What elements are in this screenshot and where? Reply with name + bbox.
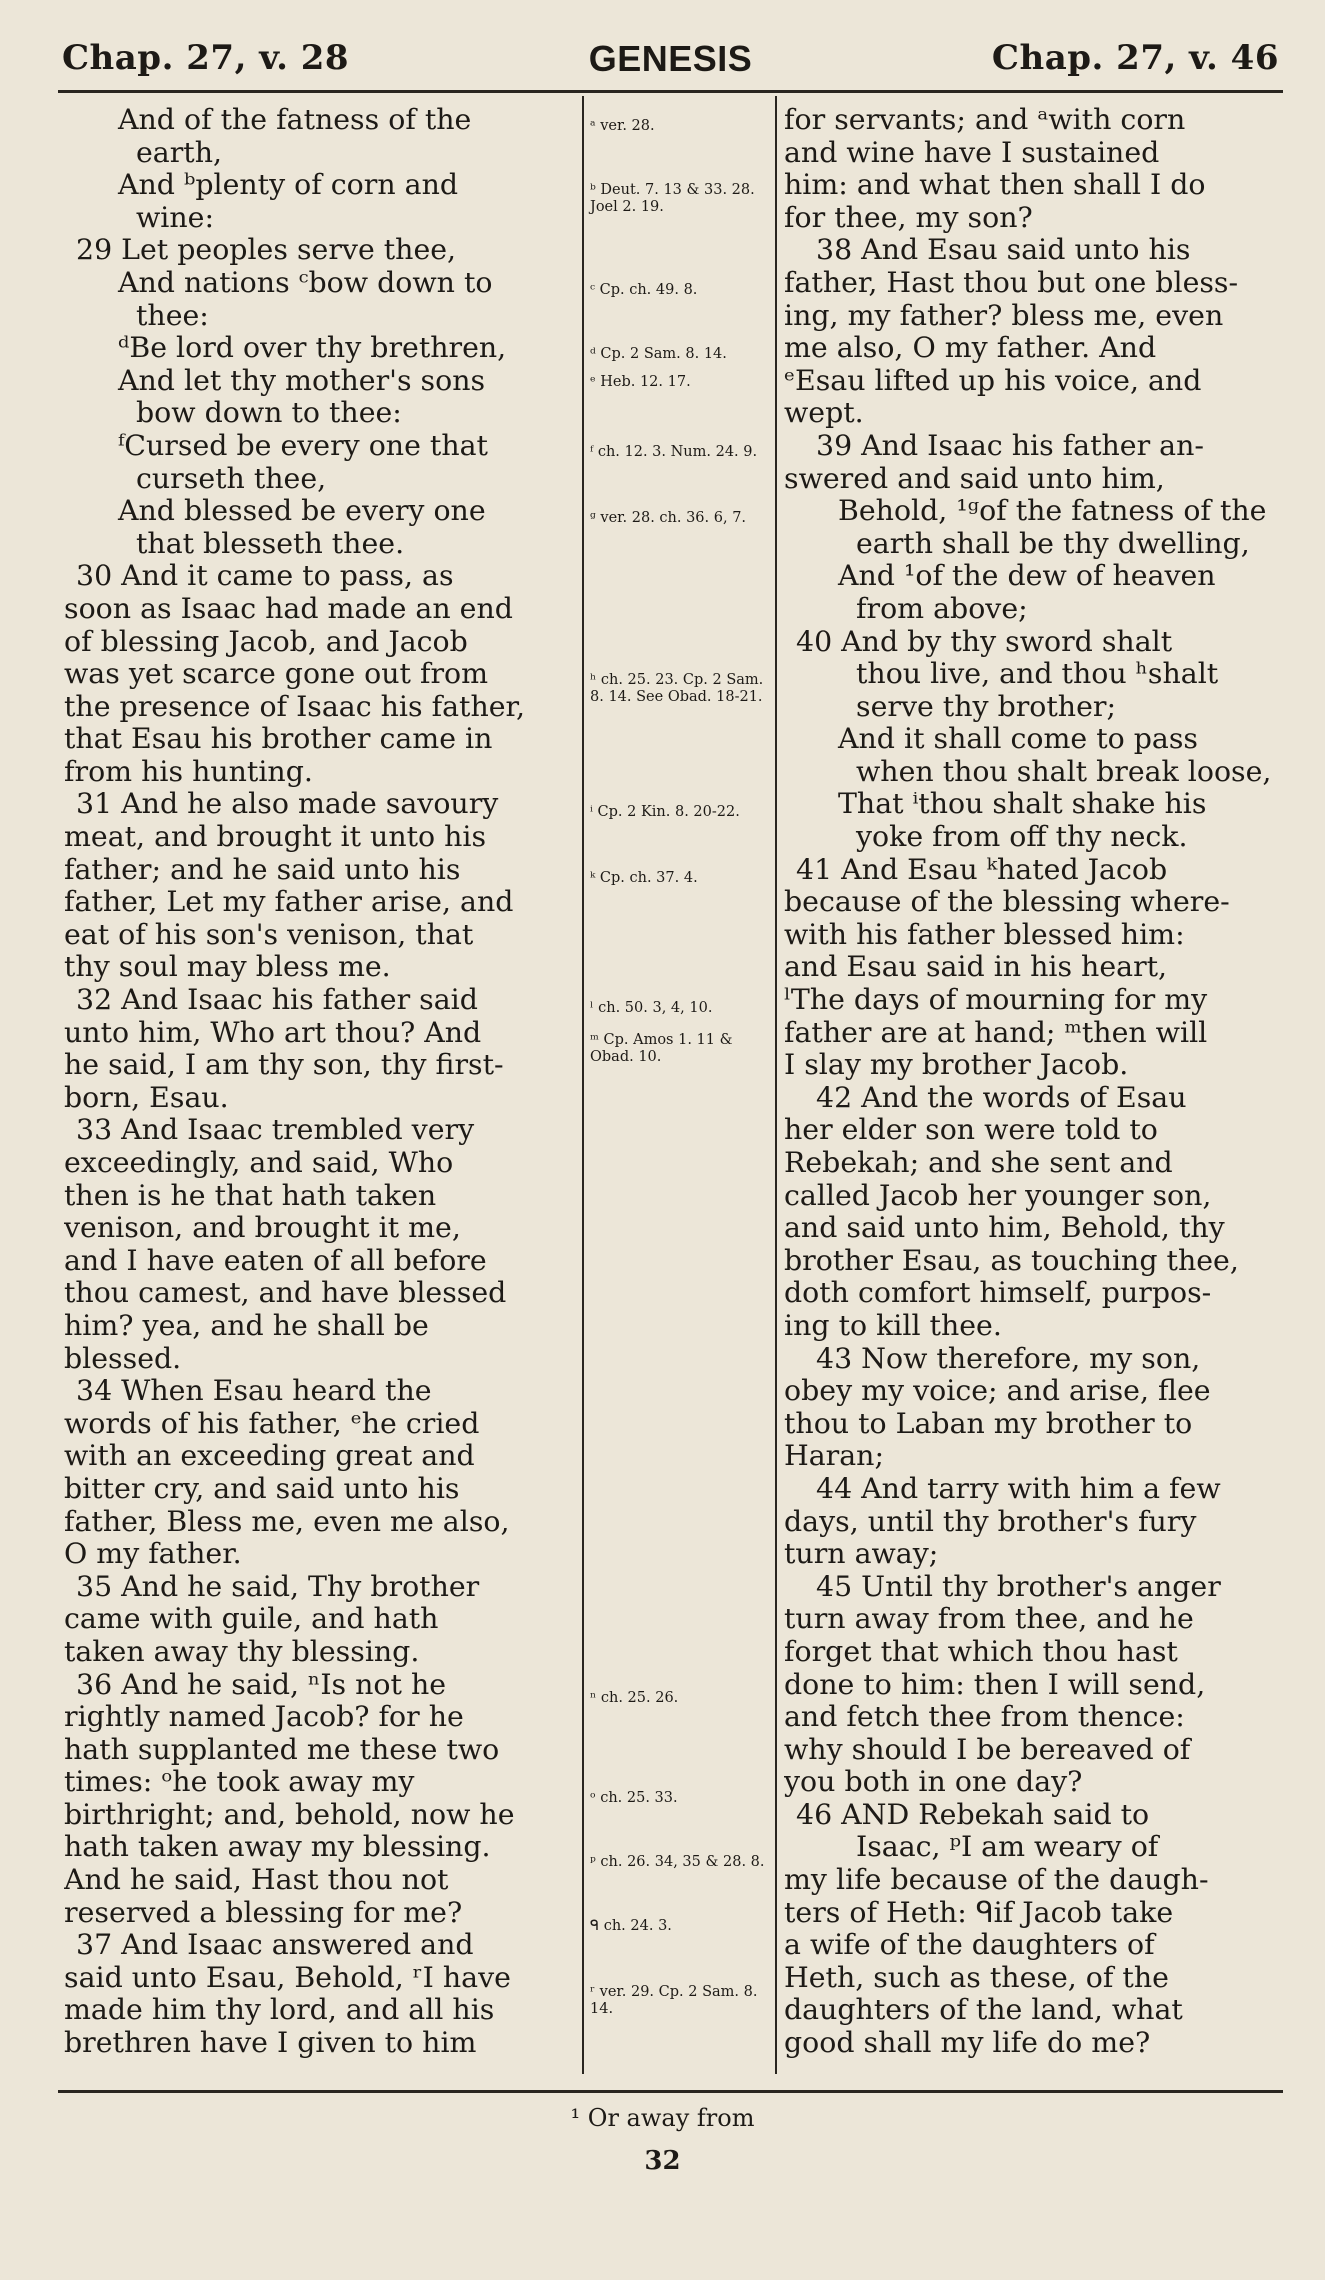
text-line: O my father. — [64, 1538, 242, 1571]
text-line: That ⁱthou shalt shake his — [838, 788, 1207, 821]
text-line: her elder son were told to — [784, 1114, 1158, 1147]
cross-reference: ᑫ ch. 24. 3. — [590, 1918, 672, 1934]
cross-reference: ᵇ Deut. 7. 13 & 33. 28. Joel 2. 19. — [590, 182, 755, 215]
text-line: brother Esau, as touching thee, — [784, 1244, 1239, 1277]
cross-reference: ᵈ Cp. 2 Sam. 8. 14. — [590, 346, 727, 362]
text-line: unto him, Who art thou? And — [64, 1016, 482, 1049]
text-line: curseth thee, — [136, 462, 327, 495]
text-line: my life because of the daugh- — [784, 1864, 1209, 1897]
text-line: meat, and brought it unto his — [64, 821, 487, 854]
text-line: Haran; — [784, 1440, 885, 1473]
text-line: he said, I am thy son, thy first- — [64, 1049, 504, 1082]
text-line: thou to Laban my brother to — [784, 1407, 1193, 1440]
text-line: ᵈBe lord over thy brethren, — [118, 332, 507, 365]
text-line: birthright; and, behold, now he — [64, 1798, 515, 1831]
cross-reference: ᵒ ch. 25. 33. — [590, 1790, 678, 1806]
text-line: 39 And Isaac his father an- — [816, 429, 1204, 462]
text-line: And let thy mother's sons — [118, 364, 486, 397]
cross-reference: ᵏ Cp. ch. 37. 4. — [590, 870, 698, 886]
text-line: times: ᵒhe took away my — [64, 1766, 415, 1799]
text-line: with an exceeding great and — [64, 1440, 475, 1473]
text-line: wept. — [784, 397, 864, 430]
text-line: ters of Heth: ᑫif Jacob take — [784, 1896, 1174, 1929]
cross-reference: ᶠ ch. 12. 3. Num. 24. 9. — [590, 444, 758, 460]
text-line: from above; — [856, 592, 1028, 625]
text-line: him? yea, and he shall be — [64, 1309, 429, 1342]
text-line: 41 And Esau ᵏhated Jacob — [796, 853, 1168, 886]
text-line: 34 When Esau heard the — [76, 1375, 432, 1408]
text-line: made him thy lord, and all his — [64, 1994, 495, 2027]
text-line: the presence of Isaac his father, — [64, 690, 526, 723]
text-line: 42 And the words of Esau — [816, 1081, 1187, 1114]
text-line: from his hunting. — [64, 755, 313, 788]
text-line: 45 Until thy brother's anger — [816, 1570, 1221, 1603]
text-line: and Esau said in his heart, — [784, 951, 1168, 984]
header-right: Chap. 27, v. 46 — [991, 38, 1279, 78]
text-line: wine: — [136, 201, 215, 234]
text-line: And ᵇplenty of corn and — [118, 169, 459, 202]
text-line: And he said, Hast thou not — [64, 1864, 449, 1897]
cross-reference: ᵉ Heb. 12. 17. — [590, 374, 691, 390]
text-line: ᶠCursed be every one that — [118, 429, 488, 462]
text-line: Isaac, ᵖI am weary of — [856, 1831, 1159, 1864]
right-text-column — [784, 104, 1290, 2060]
text-line: earth shall be thy dwelling, — [856, 527, 1250, 560]
text-line: came with guile, and hath — [64, 1603, 439, 1636]
footnote: ¹ Or away from — [570, 2104, 755, 2132]
text-line: ing to kill thee. — [784, 1309, 1002, 1342]
text-line: And it shall come to pass — [838, 723, 1198, 756]
text-line: I slay my brother Jacob. — [784, 1049, 1129, 1082]
cross-reference: ˡ ch. 50. 3, 4, 10. — [590, 1000, 713, 1016]
text-line: father, Bless me, even me also, — [64, 1505, 510, 1538]
text-line: words of his father, ᵉhe cried — [64, 1407, 480, 1440]
cross-reference: ᶜ Cp. ch. 49. 8. — [590, 282, 698, 298]
text-line: 29 Let peoples serve thee, — [76, 234, 457, 267]
text-line: reserved a blessing for me? — [64, 1896, 463, 1929]
text-line: 43 Now therefore, my son, — [816, 1342, 1201, 1375]
text-line: born, Esau. — [64, 1081, 229, 1114]
text-line: 31 And he also made savoury — [76, 788, 499, 821]
text-line: yoke from off thy neck. — [856, 821, 1188, 854]
text-line: 44 And tarry with him a few — [816, 1472, 1221, 1505]
text-line: soon as Isaac had made an end — [64, 592, 513, 625]
page-header — [58, 30, 1283, 93]
page-number: 32 — [644, 2146, 681, 2176]
text-line: thou live, and thou ʰshalt — [856, 658, 1219, 691]
text-line: for thee, my son? — [784, 201, 1033, 234]
cross-reference: ⁿ ch. 25. 26. — [590, 1690, 679, 1706]
text-line: swered and said unto him, — [784, 462, 1165, 495]
text-line: daughters of the land, what — [784, 1994, 1183, 2027]
text-line: bitter cry, and said unto his — [64, 1472, 460, 1505]
text-line: ing, my father? bless me, even — [784, 299, 1224, 332]
text-line: 35 And he said, Thy brother — [76, 1570, 480, 1603]
header-left: Chap. 27, v. 28 — [62, 38, 350, 78]
text-line: father, Hast thou but one bless- — [784, 266, 1239, 299]
text-line: was yet scarce gone out from — [64, 658, 489, 691]
text-line: father are at hand; ᵐthen will — [784, 1016, 1208, 1049]
text-line: doth comfort himself, purpos- — [784, 1277, 1212, 1310]
text-line: then is he that hath taken — [64, 1179, 437, 1212]
text-line: because of the blessing where- — [784, 886, 1230, 919]
text-line: 36 And he said, ⁿIs not he — [76, 1668, 447, 1701]
cross-reference: ᵃ ver. 28. — [590, 118, 655, 134]
text-line: turn away; — [784, 1538, 939, 1571]
text-line: hath taken away my blessing. — [64, 1831, 491, 1864]
text-line: eat of his son's venison, that — [64, 918, 474, 951]
text-line: brethren have I given to him — [64, 2027, 477, 2060]
text-line: me also, O my father. And — [784, 332, 1157, 365]
cross-reference: ⁱ Cp. 2 Kin. 8. 20-22. — [590, 804, 740, 820]
text-line: 30 And it came to pass, as — [76, 560, 454, 593]
text-line: 38 And Esau said unto his — [816, 234, 1191, 267]
text-line: ˡThe days of mourning for my — [784, 984, 1208, 1017]
text-line: earth, — [136, 136, 223, 169]
text-line: why should I be bereaved of — [784, 1733, 1191, 1766]
text-line: of blessing Jacob, and Jacob — [64, 625, 468, 658]
text-line: when thou shalt break loose, — [856, 755, 1272, 788]
cross-reference: ʰ ch. 25. 23. Cp. 2 Sam. 8. 14. See Obad. 18-21. — [590, 672, 764, 705]
text-line: 37 And Isaac answered and — [76, 1929, 474, 1962]
text-line: obey my voice; and arise, flee — [784, 1375, 1211, 1408]
text-line: exceedingly, and said, Who — [64, 1147, 454, 1179]
text-line: And of the fatness of the — [118, 104, 472, 136]
text-line: 33 And Isaac trembled very — [76, 1114, 475, 1147]
text-line: that blesseth thee. — [136, 527, 405, 560]
text-line: ᵉEsau lifted up his voice, and — [784, 364, 1202, 397]
header-center: GENESIS — [588, 38, 753, 79]
text-line: said unto Esau, Behold, ʳI have — [64, 1961, 511, 1994]
text-line: you both in one day? — [784, 1766, 1083, 1799]
text-line: done to him: then I will send, — [784, 1668, 1206, 1701]
text-line: and wine have I sustained — [784, 136, 1160, 169]
text-line: thee: — [136, 299, 209, 332]
text-line: and I have eaten of all before — [64, 1244, 487, 1277]
text-line: 46 AND Rebekah said to — [796, 1798, 1150, 1831]
text-line: venison, and brought it me, — [64, 1212, 461, 1245]
text-line: 32 And Isaac his father said — [76, 984, 478, 1017]
text-line: father; and he said unto his — [64, 853, 461, 886]
text-line: blessed. — [64, 1342, 182, 1375]
text-line: days, until thy brother's fury — [784, 1505, 1197, 1538]
text-line: good shall my life do me? — [784, 2027, 1151, 2060]
text-line: 40 And by thy sword shalt — [796, 625, 1173, 658]
left-text-column — [64, 104, 570, 2060]
text-line: serve thy brother; — [856, 690, 1117, 723]
column-rule-left — [582, 96, 584, 2074]
text-line: and said unto him, Behold, thy — [784, 1212, 1225, 1245]
column-rule-right — [775, 96, 777, 2074]
text-line: thou camest, and have blessed — [64, 1277, 507, 1310]
text-line: a wife of the daughters of — [784, 1929, 1155, 1962]
text-line: turn away from thee, and he — [784, 1603, 1194, 1636]
text-line: father, Let my father arise, and — [64, 886, 514, 919]
text-line: And ¹of the dew of heaven — [838, 560, 1216, 593]
cross-reference: ᵐ Cp. Amos 1. 11 & Obad. 10. — [590, 1032, 733, 1065]
text-line: Behold, ¹ᵍof the fatness of the — [838, 495, 1267, 528]
text-line: Heth, such as these, of the — [784, 1961, 1169, 1994]
text-line: and fetch thee from thence: — [784, 1701, 1185, 1734]
text-line: for servants; and ᵃwith corn — [784, 104, 1186, 136]
text-line: rightly named Jacob? for he — [64, 1701, 464, 1734]
text-line: with his father blessed him: — [784, 918, 1185, 951]
text-line: that Esau his brother came in — [64, 723, 493, 756]
text-line: him: and what then shall I do — [784, 169, 1206, 202]
text-line: taken away thy blessing. — [64, 1635, 420, 1668]
cross-reference: ᵍ ver. 28. ch. 36. 6, 7. — [590, 510, 747, 526]
cross-reference: ᵖ ch. 26. 34, 35 & 28. 8. — [590, 1854, 765, 1870]
cross-reference: ʳ ver. 29. Cp. 2 Sam. 8. 14. — [590, 1984, 758, 2017]
text-line: And nations ᶜbow down to — [118, 266, 493, 299]
text-line: called Jacob her younger son, — [784, 1179, 1212, 1212]
text-line: bow down to thee: — [136, 397, 402, 430]
text-line: forget that which thou hast — [784, 1635, 1178, 1668]
text-line: And blessed be every one — [118, 495, 486, 528]
text-line: Rebekah; and she sent and — [784, 1147, 1173, 1179]
footer-rule — [58, 2090, 1283, 2093]
text-line: thy soul may bless me. — [64, 951, 391, 984]
text-line: hath supplanted me these two — [64, 1733, 500, 1766]
